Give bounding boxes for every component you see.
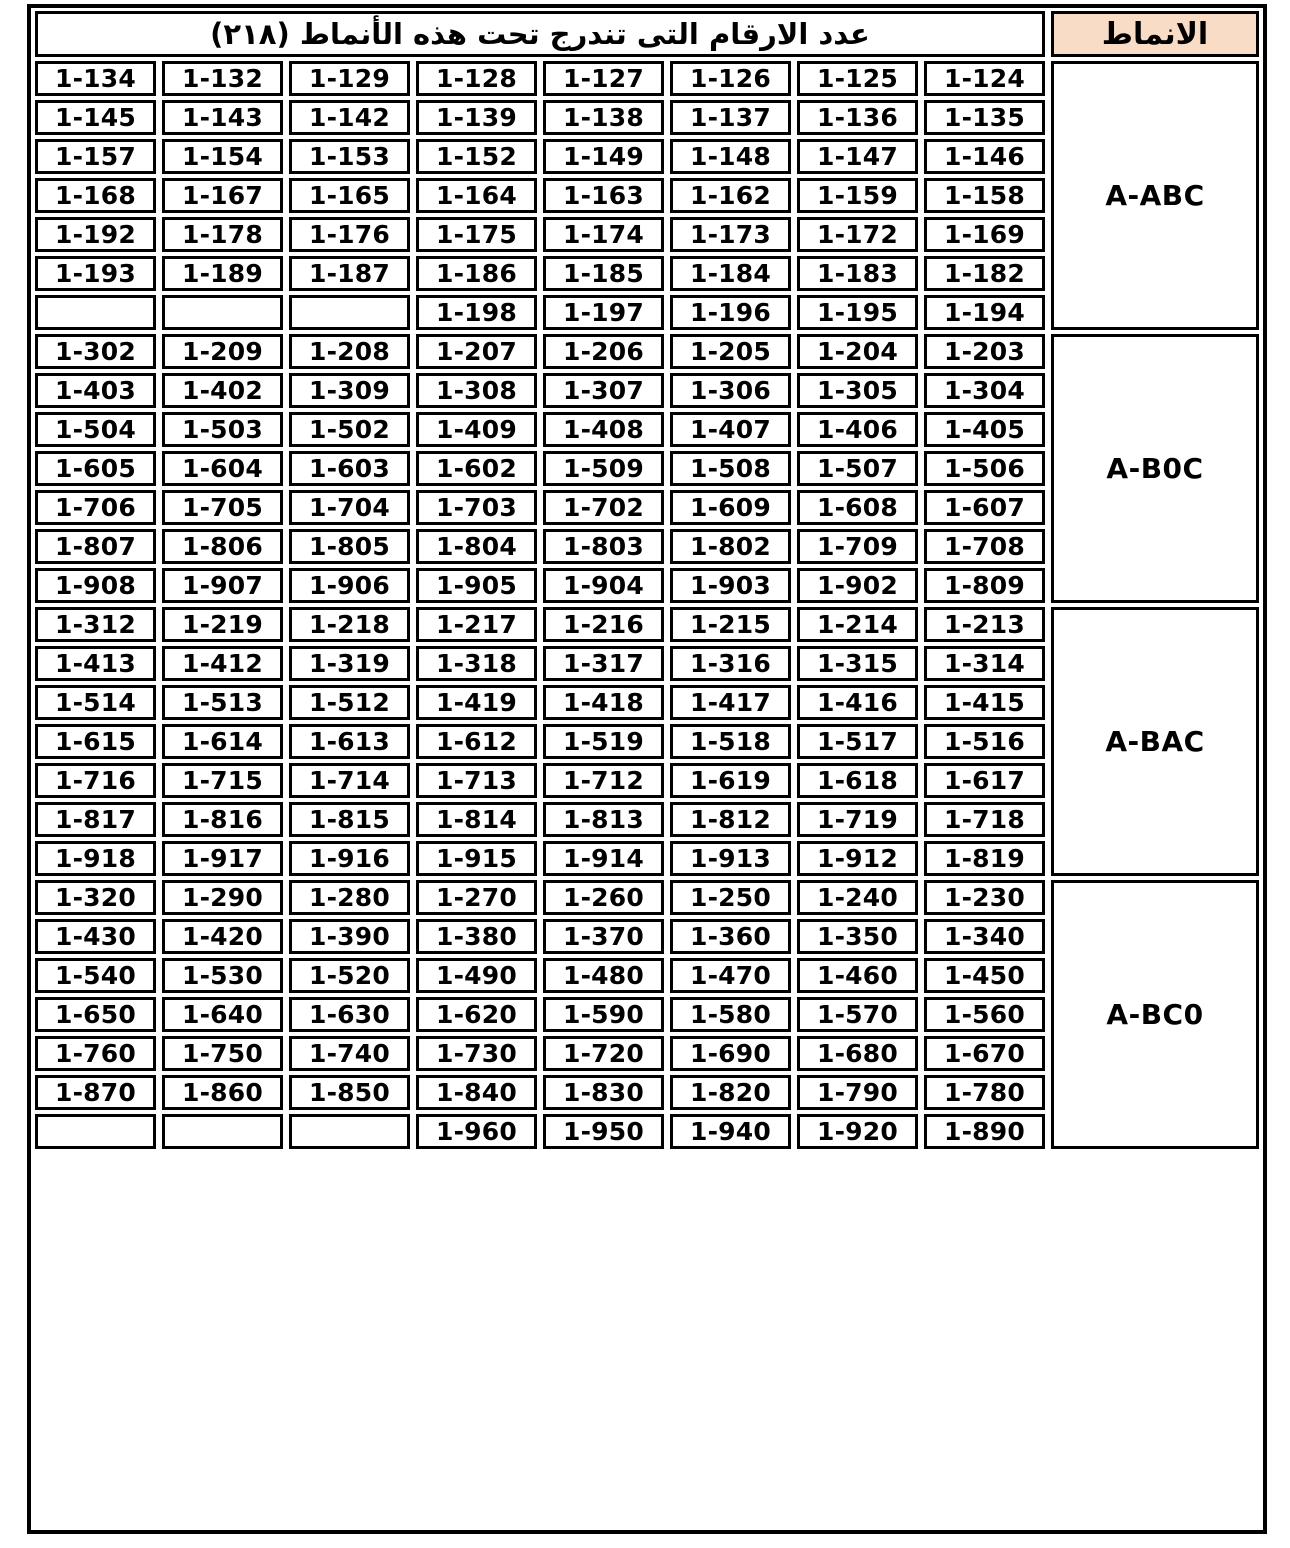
number-cell: 1-704	[289, 490, 410, 525]
table-row	[32, 215, 1048, 254]
number-cell: 1-219	[162, 607, 283, 642]
number-cell: 1-530	[162, 958, 283, 993]
number-cell: 1-302	[35, 334, 156, 369]
number-cell: 1-340	[924, 919, 1045, 954]
number-cell: 1-780	[924, 1075, 1045, 1110]
number-cell: 1-146	[924, 139, 1045, 174]
number-cell: 1-430	[35, 919, 156, 954]
number-cell: 1-812	[670, 802, 791, 837]
number-cell: 1-619	[670, 763, 791, 798]
number-cell: 1-680	[797, 1036, 918, 1071]
number-cell: 1-309	[289, 373, 410, 408]
number-cell: 1-613	[289, 724, 410, 759]
number-cell: 1-318	[416, 646, 537, 681]
number-cell: 1-607	[924, 490, 1045, 525]
number-cell: 1-713	[416, 763, 537, 798]
number-cell: 1-147	[797, 139, 918, 174]
number-cell: 1-417	[670, 685, 791, 720]
number-cell: 1-960	[416, 1114, 537, 1149]
number-cell: 1-306	[670, 373, 791, 408]
number-cell: 1-316	[670, 646, 791, 681]
number-cell: 1-907	[162, 568, 283, 603]
number-cell: 1-158	[924, 178, 1045, 213]
table-row	[32, 1034, 1048, 1073]
number-cell: 1-904	[543, 568, 664, 603]
number-cell: 1-814	[416, 802, 537, 837]
table-row	[32, 59, 1048, 98]
number-cell: 1-850	[289, 1075, 410, 1110]
group-label: A-B0C	[1051, 334, 1259, 603]
number-cell: 1-816	[162, 802, 283, 837]
number-cell: 1-192	[35, 217, 156, 252]
table-row	[32, 956, 1048, 995]
number-cell: 1-502	[289, 412, 410, 447]
number-cell: 1-508	[670, 451, 791, 486]
number-cell: 1-197	[543, 295, 664, 330]
number-cell: 1-182	[924, 256, 1045, 291]
number-cell: 1-950	[543, 1114, 664, 1149]
number-cell: 1-905	[416, 568, 537, 603]
number-cell: 1-513	[162, 685, 283, 720]
number-cell: 1-129	[289, 61, 410, 96]
number-cell: 1-917	[162, 841, 283, 876]
table-row	[32, 1073, 1048, 1112]
number-cell: 1-174	[543, 217, 664, 252]
number-cell: 1-509	[543, 451, 664, 486]
group-label: A-BAC	[1051, 607, 1259, 876]
number-cell: 1-159	[797, 178, 918, 213]
number-cell: 1-603	[289, 451, 410, 486]
table-row	[32, 1112, 1048, 1151]
number-cell: 1-612	[416, 724, 537, 759]
number-cell: 1-187	[289, 256, 410, 291]
number-cell: 1-902	[797, 568, 918, 603]
number-cell: 1-163	[543, 178, 664, 213]
number-cell: 1-416	[797, 685, 918, 720]
numbers-grid	[32, 59, 1048, 332]
pattern-group-a-abc	[32, 59, 1262, 332]
number-cell: 1-718	[924, 802, 1045, 837]
patterns-table	[27, 4, 1267, 1534]
number-cell: 1-807	[35, 529, 156, 564]
number-cell: 1-138	[543, 100, 664, 135]
number-cell: 1-215	[670, 607, 791, 642]
number-cell: 1-614	[162, 724, 283, 759]
number-cell: 1-518	[670, 724, 791, 759]
number-cell: 1-209	[162, 334, 283, 369]
number-cell: 1-260	[543, 880, 664, 915]
group-label-column	[1048, 332, 1262, 605]
number-cell: 1-512	[289, 685, 410, 720]
number-cell: 1-208	[289, 334, 410, 369]
number-cell: 1-203	[924, 334, 1045, 369]
number-cell: 1-148	[670, 139, 791, 174]
number-cell: 1-520	[289, 958, 410, 993]
group-label: A-BC0	[1051, 880, 1259, 1149]
number-cell: 1-802	[670, 529, 791, 564]
table-row	[32, 176, 1048, 215]
number-cell: 1-169	[924, 217, 1045, 252]
number-cell: 1-217	[416, 607, 537, 642]
number-cell: 1-370	[543, 919, 664, 954]
table-row	[32, 566, 1048, 605]
number-cell: 1-908	[35, 568, 156, 603]
number-cell: 1-918	[35, 841, 156, 876]
number-cell: 1-143	[162, 100, 283, 135]
number-cell: 1-125	[797, 61, 918, 96]
number-cell: 1-920	[797, 1114, 918, 1149]
number-cell: 1-142	[289, 100, 410, 135]
empty-cell	[162, 295, 283, 330]
number-cell: 1-216	[543, 607, 664, 642]
number-cell: 1-196	[670, 295, 791, 330]
number-cell: 1-860	[162, 1075, 283, 1110]
number-cell: 1-604	[162, 451, 283, 486]
table-row	[32, 917, 1048, 956]
number-cell: 1-320	[35, 880, 156, 915]
number-cell: 1-517	[797, 724, 918, 759]
number-cell: 1-912	[797, 841, 918, 876]
number-cell: 1-712	[543, 763, 664, 798]
number-cell: 1-609	[670, 490, 791, 525]
number-cell: 1-706	[35, 490, 156, 525]
number-cell: 1-906	[289, 568, 410, 603]
number-cell: 1-204	[797, 334, 918, 369]
table-row	[32, 800, 1048, 839]
number-cell: 1-940	[670, 1114, 791, 1149]
number-cell: 1-870	[35, 1075, 156, 1110]
number-cell: 1-193	[35, 256, 156, 291]
number-cell: 1-560	[924, 997, 1045, 1032]
table-row	[32, 605, 1048, 644]
number-cell: 1-207	[416, 334, 537, 369]
number-cell: 1-183	[797, 256, 918, 291]
number-cell: 1-809	[924, 568, 1045, 603]
number-cell: 1-615	[35, 724, 156, 759]
number-cell: 1-149	[543, 139, 664, 174]
number-cell: 1-705	[162, 490, 283, 525]
number-cell: 1-650	[35, 997, 156, 1032]
number-cell: 1-708	[924, 529, 1045, 564]
number-cell: 1-315	[797, 646, 918, 681]
number-cell: 1-198	[416, 295, 537, 330]
number-cell: 1-903	[670, 568, 791, 603]
pattern-group-a-bac	[32, 605, 1262, 878]
empty-cell	[162, 1114, 283, 1149]
table-row	[32, 488, 1048, 527]
number-cell: 1-415	[924, 685, 1045, 720]
empty-cell	[289, 1114, 410, 1149]
number-cell: 1-740	[289, 1036, 410, 1071]
number-cell: 1-195	[797, 295, 918, 330]
table-row	[32, 449, 1048, 488]
number-cell: 1-715	[162, 763, 283, 798]
number-cell: 1-914	[543, 841, 664, 876]
number-cell: 1-790	[797, 1075, 918, 1110]
number-cell: 1-132	[162, 61, 283, 96]
number-cell: 1-317	[543, 646, 664, 681]
number-cell: 1-630	[289, 997, 410, 1032]
number-cell: 1-617	[924, 763, 1045, 798]
empty-cell	[35, 295, 156, 330]
number-cell: 1-815	[289, 802, 410, 837]
number-cell: 1-419	[416, 685, 537, 720]
number-cell: 1-145	[35, 100, 156, 135]
number-cell: 1-504	[35, 412, 156, 447]
number-cell: 1-580	[670, 997, 791, 1032]
number-cell: 1-308	[416, 373, 537, 408]
number-cell: 1-719	[797, 802, 918, 837]
number-cell: 1-703	[416, 490, 537, 525]
number-cell: 1-136	[797, 100, 918, 135]
table-row	[32, 293, 1048, 332]
number-cell: 1-608	[797, 490, 918, 525]
number-cell: 1-590	[543, 997, 664, 1032]
number-cell: 1-304	[924, 373, 1045, 408]
number-cell: 1-164	[416, 178, 537, 213]
number-cell: 1-460	[797, 958, 918, 993]
number-cell: 1-152	[416, 139, 537, 174]
table-row	[32, 839, 1048, 878]
number-cell: 1-350	[797, 919, 918, 954]
table-header-row	[32, 9, 1262, 59]
empty-cell	[35, 1114, 156, 1149]
number-cell: 1-360	[670, 919, 791, 954]
number-cell: 1-620	[416, 997, 537, 1032]
group-label-column	[1048, 59, 1262, 332]
number-cell: 1-172	[797, 217, 918, 252]
number-cell: 1-154	[162, 139, 283, 174]
number-cell: 1-480	[543, 958, 664, 993]
number-cell: 1-913	[670, 841, 791, 876]
number-cell: 1-270	[416, 880, 537, 915]
table-row	[32, 644, 1048, 683]
number-cell: 1-890	[924, 1114, 1045, 1149]
number-cell: 1-403	[35, 373, 156, 408]
number-cell: 1-570	[797, 997, 918, 1032]
group-label: A-ABC	[1051, 61, 1259, 330]
number-cell: 1-406	[797, 412, 918, 447]
number-cell: 1-420	[162, 919, 283, 954]
number-cell: 1-714	[289, 763, 410, 798]
number-cell: 1-916	[289, 841, 410, 876]
number-cell: 1-450	[924, 958, 1045, 993]
number-cell: 1-185	[543, 256, 664, 291]
number-cell: 1-418	[543, 685, 664, 720]
group-label-column	[1048, 878, 1262, 1151]
number-cell: 1-127	[543, 61, 664, 96]
number-cell: 1-806	[162, 529, 283, 564]
table-row	[32, 410, 1048, 449]
number-cell: 1-205	[670, 334, 791, 369]
number-cell: 1-153	[289, 139, 410, 174]
number-cell: 1-176	[289, 217, 410, 252]
number-cell: 1-128	[416, 61, 537, 96]
number-cell: 1-167	[162, 178, 283, 213]
number-cell: 1-314	[924, 646, 1045, 681]
number-cell: 1-640	[162, 997, 283, 1032]
number-cell: 1-218	[289, 607, 410, 642]
number-cell: 1-702	[543, 490, 664, 525]
number-cell: 1-380	[416, 919, 537, 954]
number-cell: 1-280	[289, 880, 410, 915]
number-cell: 1-819	[924, 841, 1045, 876]
table-title: عدد الارقام التى تندرج تحت هذه الأنماط (٢١٨)	[35, 11, 1045, 57]
number-cell: 1-720	[543, 1036, 664, 1071]
number-cell: 1-124	[924, 61, 1045, 96]
number-cell: 1-804	[416, 529, 537, 564]
number-cell: 1-137	[670, 100, 791, 135]
number-cell: 1-290	[162, 880, 283, 915]
number-cell: 1-390	[289, 919, 410, 954]
number-cell: 1-470	[670, 958, 791, 993]
number-cell: 1-407	[670, 412, 791, 447]
number-cell: 1-162	[670, 178, 791, 213]
number-cell: 1-506	[924, 451, 1045, 486]
number-cell: 1-540	[35, 958, 156, 993]
table-row	[32, 527, 1048, 566]
number-cell: 1-413	[35, 646, 156, 681]
group-label-column	[1048, 605, 1262, 878]
numbers-grid	[32, 332, 1048, 605]
table-row	[32, 98, 1048, 137]
pattern-group-a-bc0	[32, 878, 1262, 1151]
pattern-group-a-b0c	[32, 332, 1262, 605]
number-cell: 1-408	[543, 412, 664, 447]
number-cell: 1-307	[543, 373, 664, 408]
table-row	[32, 878, 1048, 917]
patterns-column-header: الانماط	[1051, 11, 1259, 57]
table-row	[32, 332, 1048, 371]
number-cell: 1-750	[162, 1036, 283, 1071]
number-cell: 1-168	[35, 178, 156, 213]
number-cell: 1-157	[35, 139, 156, 174]
number-cell: 1-803	[543, 529, 664, 564]
number-cell: 1-213	[924, 607, 1045, 642]
number-cell: 1-490	[416, 958, 537, 993]
number-cell: 1-206	[543, 334, 664, 369]
table-row	[32, 683, 1048, 722]
number-cell: 1-670	[924, 1036, 1045, 1071]
number-cell: 1-189	[162, 256, 283, 291]
number-cell: 1-709	[797, 529, 918, 564]
number-cell: 1-519	[543, 724, 664, 759]
number-cell: 1-175	[416, 217, 537, 252]
number-cell: 1-319	[289, 646, 410, 681]
number-cell: 1-250	[670, 880, 791, 915]
number-cell: 1-507	[797, 451, 918, 486]
numbers-grid	[32, 605, 1048, 878]
number-cell: 1-214	[797, 607, 918, 642]
number-cell: 1-184	[670, 256, 791, 291]
number-cell: 1-186	[416, 256, 537, 291]
number-cell: 1-830	[543, 1075, 664, 1110]
number-cell: 1-618	[797, 763, 918, 798]
table-row	[32, 137, 1048, 176]
number-cell: 1-139	[416, 100, 537, 135]
number-cell: 1-409	[416, 412, 537, 447]
number-cell: 1-178	[162, 217, 283, 252]
table-row	[32, 995, 1048, 1034]
number-cell: 1-817	[35, 802, 156, 837]
number-cell: 1-820	[670, 1075, 791, 1110]
number-cell: 1-405	[924, 412, 1045, 447]
number-cell: 1-730	[416, 1036, 537, 1071]
groups-container	[32, 59, 1262, 1151]
empty-cell	[289, 295, 410, 330]
number-cell: 1-134	[35, 61, 156, 96]
number-cell: 1-690	[670, 1036, 791, 1071]
number-cell: 1-230	[924, 880, 1045, 915]
number-cell: 1-602	[416, 451, 537, 486]
number-cell: 1-412	[162, 646, 283, 681]
number-cell: 1-813	[543, 802, 664, 837]
table-row	[32, 371, 1048, 410]
number-cell: 1-173	[670, 217, 791, 252]
number-cell: 1-514	[35, 685, 156, 720]
number-cell: 1-605	[35, 451, 156, 486]
number-cell: 1-305	[797, 373, 918, 408]
numbers-grid	[32, 878, 1048, 1151]
table-row	[32, 254, 1048, 293]
number-cell: 1-503	[162, 412, 283, 447]
number-cell: 1-165	[289, 178, 410, 213]
number-cell: 1-915	[416, 841, 537, 876]
table-row	[32, 722, 1048, 761]
number-cell: 1-126	[670, 61, 791, 96]
number-cell: 1-312	[35, 607, 156, 642]
table-row	[32, 761, 1048, 800]
number-cell: 1-516	[924, 724, 1045, 759]
number-cell: 1-402	[162, 373, 283, 408]
number-cell: 1-240	[797, 880, 918, 915]
number-cell: 1-760	[35, 1036, 156, 1071]
number-cell: 1-716	[35, 763, 156, 798]
number-cell: 1-840	[416, 1075, 537, 1110]
number-cell: 1-805	[289, 529, 410, 564]
number-cell: 1-194	[924, 295, 1045, 330]
number-cell: 1-135	[924, 100, 1045, 135]
